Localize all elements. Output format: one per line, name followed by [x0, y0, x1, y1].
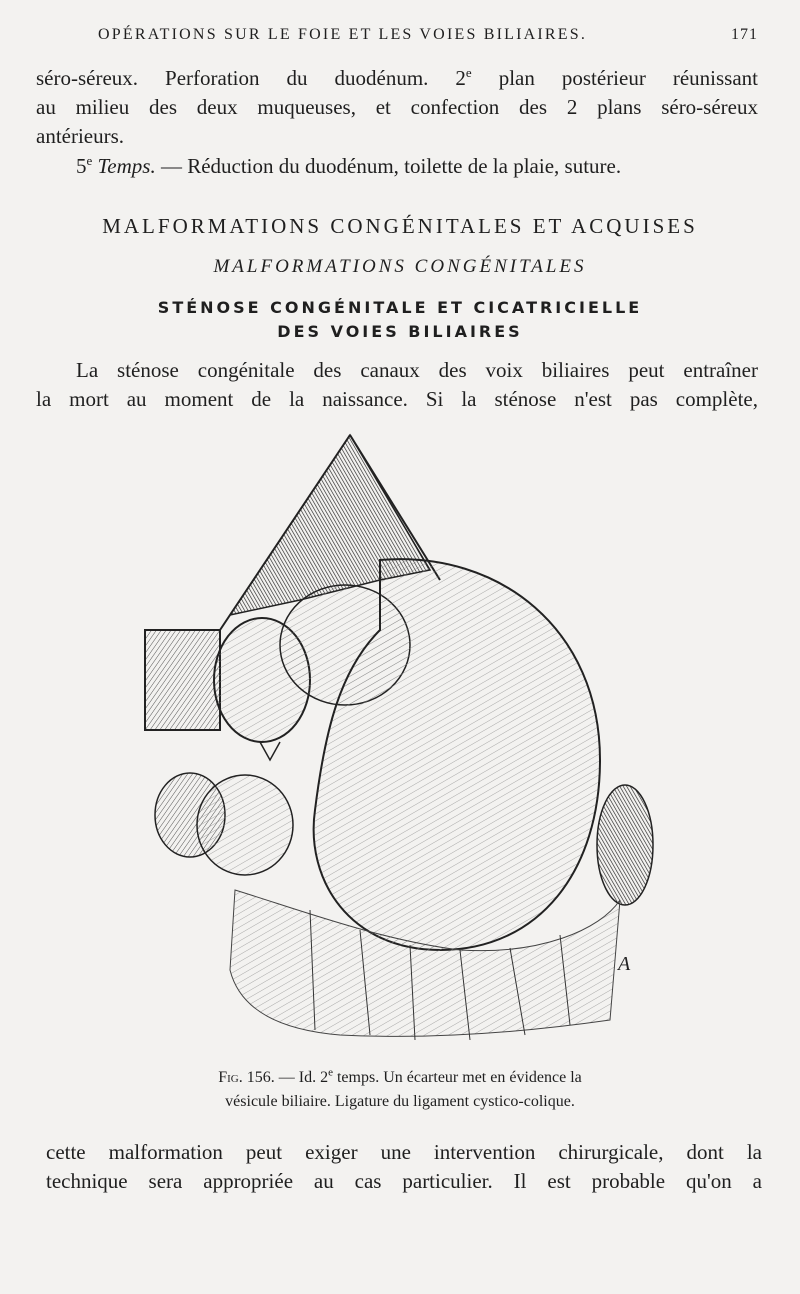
artist-signature: A	[618, 953, 631, 975]
section-heading: MALFORMATIONS CONGÉNITALES ET ACQUISES	[102, 214, 698, 238]
text-line: au milieu des deux muqueuses, et confection des 2 plans séro-séreux	[36, 95, 758, 119]
paragraph-fifth-step	[36, 152, 758, 181]
text-line: la mort au moment de la naissance. Si la sténose n'est pas complète,	[36, 387, 758, 411]
running-head-title: OPÉRATIONS SUR LE FOIE ET LES VOIES BILIAIRES.	[98, 26, 588, 43]
text-line: La sténose congénitale des canaux des voix biliaires peut entraîner	[76, 358, 758, 382]
figure-caption: Fig. 156. — Id. 2e temps. Un écarteur met en évidence la vésicule biliaire. Ligature du ligament cystico-colique.	[218, 1066, 582, 1110]
subsection-heading: MALFORMATIONS CONGÉNITALES	[213, 256, 587, 277]
paragraph-continuation	[46, 1138, 762, 1196]
paragraph-stenosis-intro	[36, 356, 758, 414]
anatomical-illustration	[140, 430, 660, 1060]
bowel-loop	[197, 775, 293, 875]
text-line: technique sera appropriée au cas particulier. Il est probable qu'on a	[46, 1169, 762, 1193]
paragraph-operation-steps	[36, 64, 758, 151]
article-title: STÉNOSE CONGÉNITALE ET CICATRICIELLE DES VOIES BILIAIRES	[157, 298, 643, 341]
page-number: 171	[731, 26, 758, 43]
spleen	[597, 785, 653, 905]
text-line: cette malformation peut exiger une intervention chirurgicale, dont la	[46, 1140, 762, 1164]
text-line: 5e Temps. — Réduction du duodénum, toilette de la plaie, suture.	[76, 153, 622, 178]
running-head	[98, 26, 758, 44]
text-line: séro-séreux. Perforation du duodénum. 2e plan postérieur réunissant	[36, 65, 758, 90]
text-line: antérieurs.	[36, 124, 125, 148]
retractor	[145, 630, 220, 730]
